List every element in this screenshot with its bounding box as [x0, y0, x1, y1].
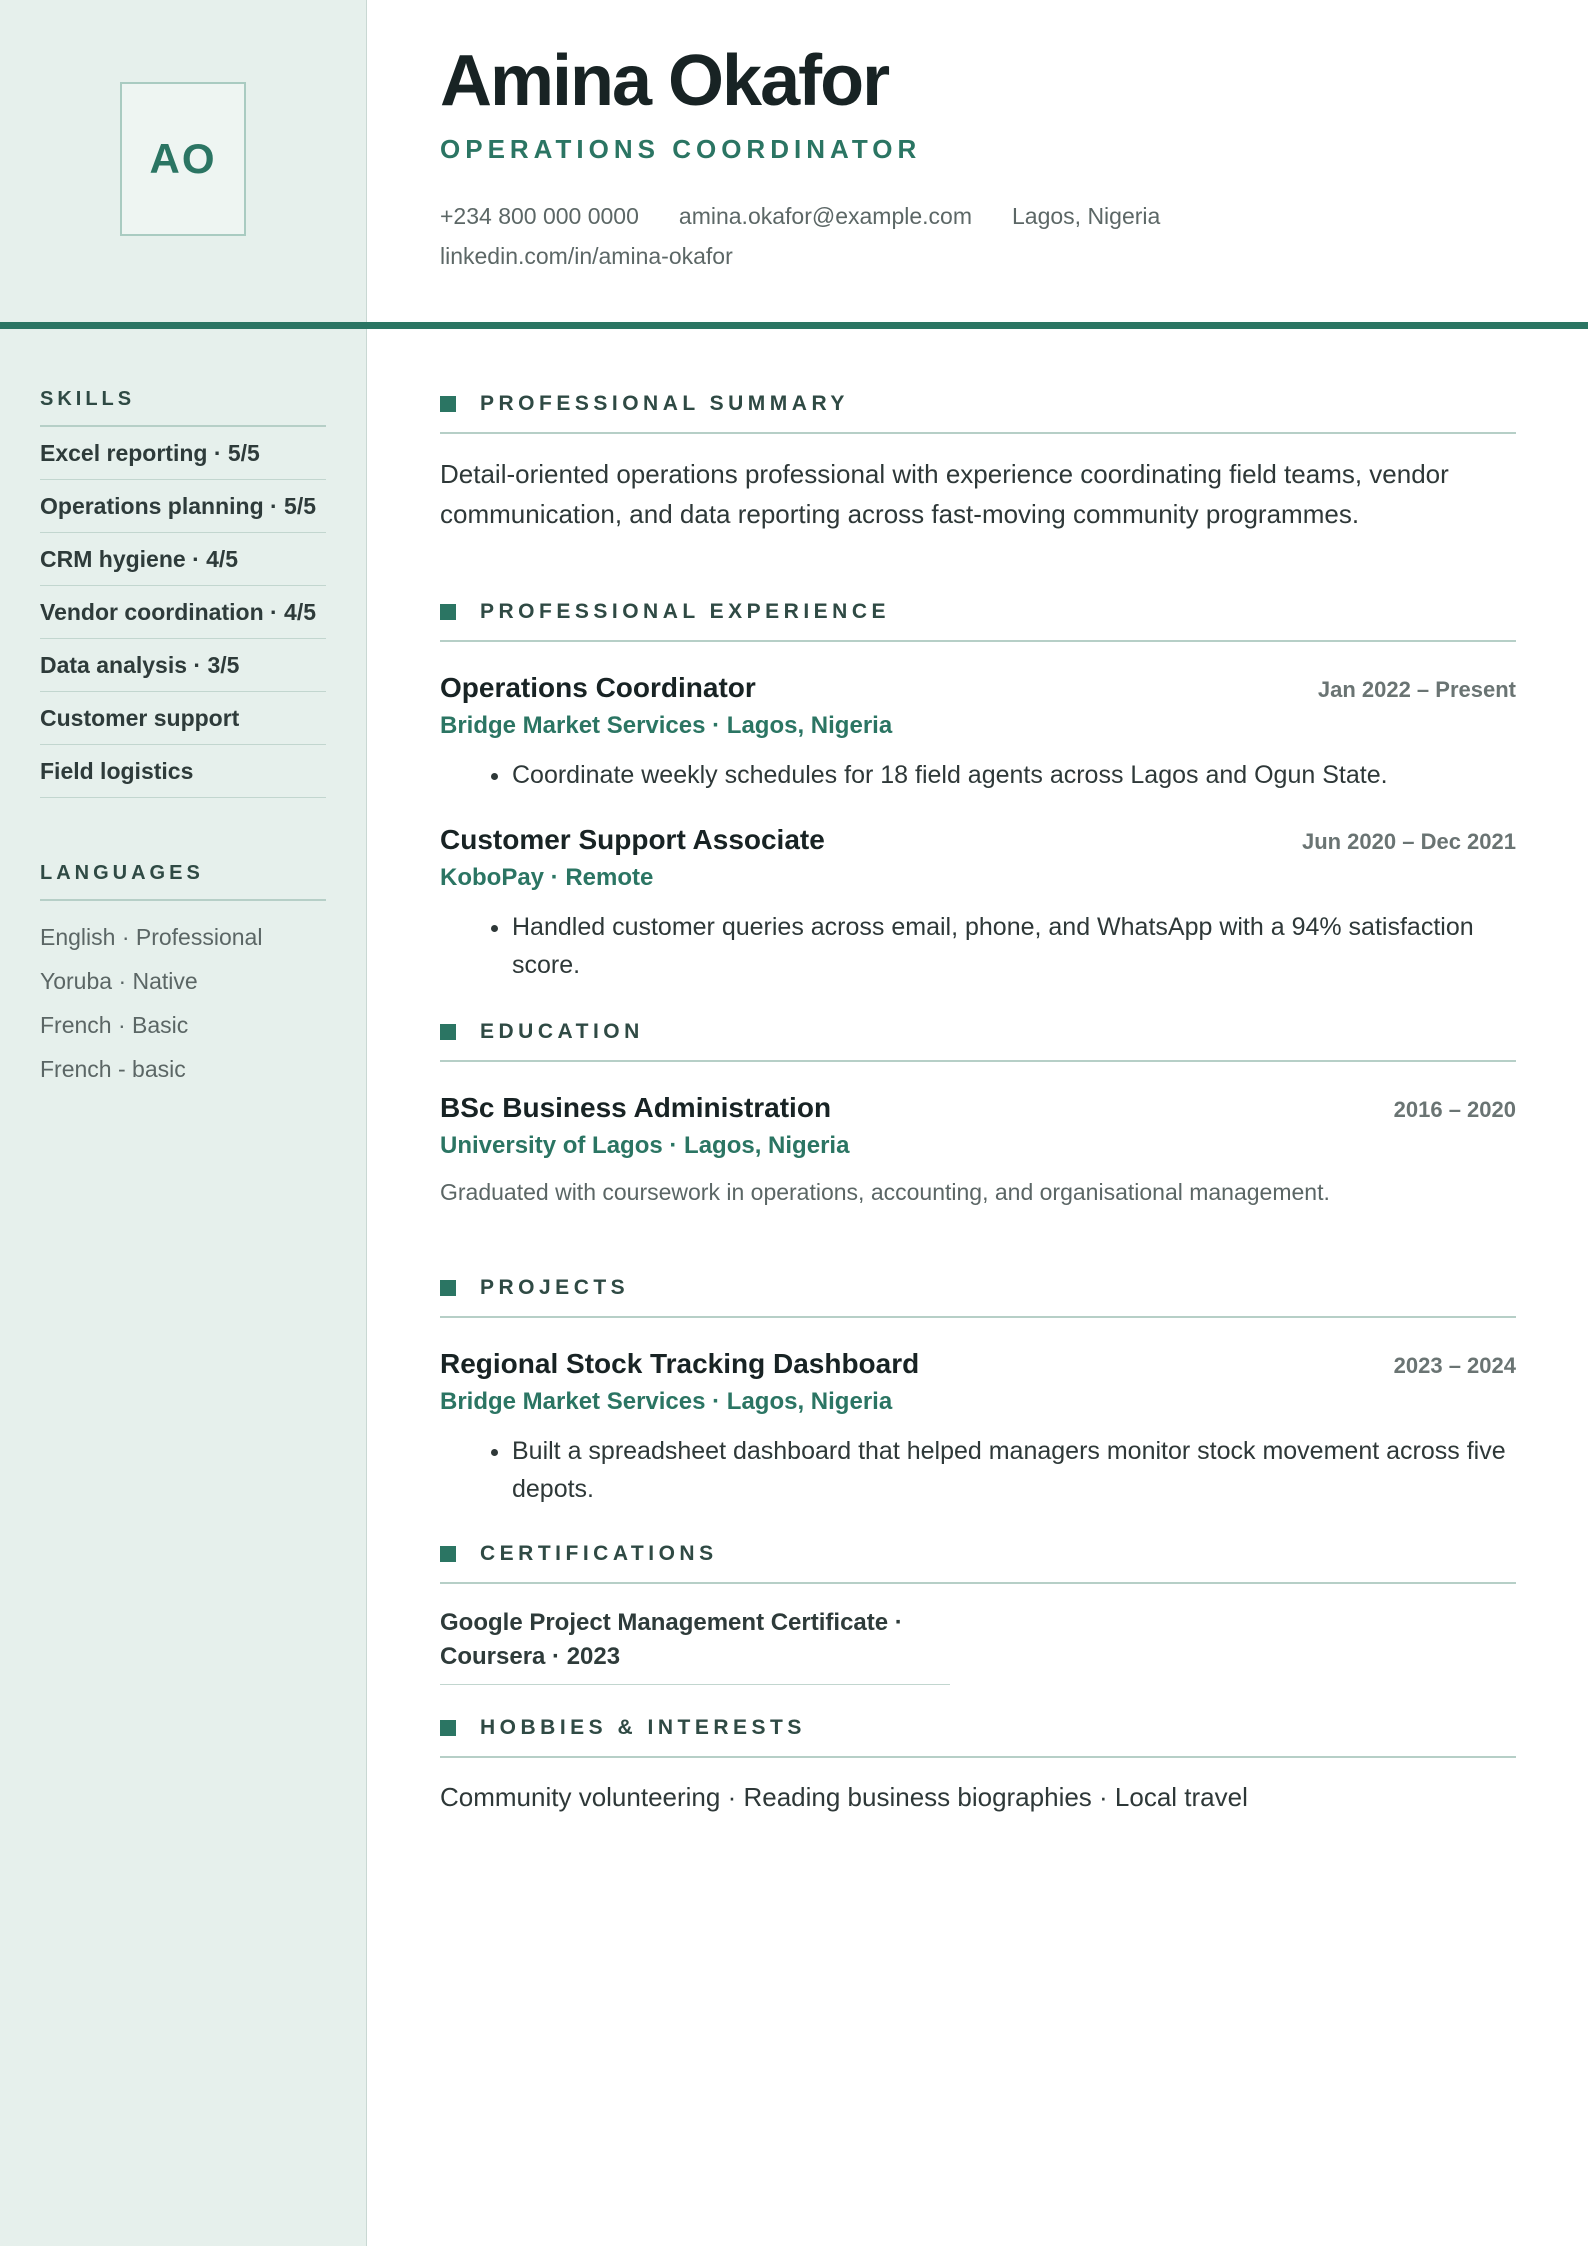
- certifications-section: [440, 1542, 1516, 1685]
- phone-text: +234 800 000 0000: [440, 203, 639, 229]
- skill-item: Vendor coordination · 4/5: [40, 586, 326, 639]
- job-title: OPERATIONS COORDINATOR: [440, 134, 922, 164]
- institution: University of Lagos · Lagos, Nigeria: [440, 1132, 850, 1159]
- email-text: amina.okafor@example.com: [678, 203, 972, 229]
- certification-name: Google Project Management Certificate ·: [440, 1609, 903, 1636]
- summary-heading: [440, 392, 1516, 434]
- organization: Bridge Market Services · Lagos, Nigeria: [440, 1388, 893, 1415]
- organization: KoboPay · Remote: [440, 864, 654, 891]
- section-marker: [440, 604, 456, 620]
- bullet-list: [440, 756, 1516, 794]
- languages-heading: LANGUAGES: [40, 862, 326, 901]
- certification-issuer: Coursera · 2023: [440, 1643, 621, 1670]
- education-description: Graduated with coursework in operations, accounting, and organisational management.: [440, 1179, 1330, 1205]
- projects-section: [440, 1276, 1516, 1508]
- skill-item: Data analysis · 3/5: [40, 639, 326, 692]
- skill-item: Excel reporting · 5/5: [40, 427, 326, 480]
- date-range: 2023 – 2024: [1393, 1353, 1516, 1378]
- section-marker: [440, 1720, 456, 1736]
- skill-item: Customer support: [40, 692, 326, 745]
- header-divider: [0, 322, 1588, 329]
- avatar-initials: AO: [120, 82, 246, 236]
- experience-heading-label: PROFESSIONAL EXPERIENCE: [480, 600, 891, 623]
- education-heading-label: EDUCATION: [480, 1020, 644, 1043]
- skill-item: Field logistics: [40, 745, 326, 798]
- skill-item: Operations planning · 5/5: [40, 480, 326, 533]
- skill-item: CRM hygiene · 4/5: [40, 533, 326, 586]
- experience-section: [440, 600, 1516, 984]
- summary-heading-label: PROFESSIONAL SUMMARY: [480, 392, 849, 415]
- education-heading: [440, 1020, 1516, 1062]
- sidebar: [0, 0, 367, 2246]
- project-entry: [440, 1348, 1516, 1508]
- summary-section: [440, 392, 1516, 534]
- skills-section: [40, 388, 326, 798]
- degree-title: BSc Business Administration: [440, 1092, 832, 1123]
- bullet-item: • Handled customer queries across email, phone, and WhatsApp with a 94% satisfaction score.: [512, 908, 1516, 984]
- experience-entry: [440, 672, 1516, 794]
- bullet-list: [440, 1432, 1516, 1508]
- experience-heading: [440, 600, 1516, 642]
- certifications-heading: [440, 1542, 1516, 1584]
- candidate-name: Amina Okafor: [440, 41, 889, 121]
- bullet-item: • Built a spreadsheet dashboard that helped managers monitor stock movement across five depots.: [512, 1432, 1516, 1508]
- language-item: French - basic: [40, 1056, 186, 1082]
- date-range: Jan 2022 – Present: [1317, 677, 1516, 702]
- section-marker: [440, 396, 456, 412]
- languages-section: [40, 862, 326, 1091]
- bullet-item: • Coordinate weekly schedules for 18 field agents across Lagos and Ogun State.: [512, 756, 1516, 794]
- education-section: [440, 1020, 1516, 1210]
- skills-heading: SKILLS: [40, 388, 326, 427]
- section-marker: [440, 1024, 456, 1040]
- date-range: Jun 2020 – Dec 2021: [1301, 829, 1516, 854]
- contact-info: [440, 200, 1540, 280]
- projects-heading: [440, 1276, 1516, 1318]
- language-item: French · Basic: [40, 1012, 189, 1038]
- education-entry: [440, 1092, 1516, 1210]
- linkedin-text: linkedin.com/in/amina-okafor: [440, 243, 733, 269]
- hobbies-section: [440, 1716, 1516, 1813]
- project-title: Regional Stock Tracking Dashboard: [440, 1348, 920, 1379]
- section-marker: [440, 1280, 456, 1296]
- certification-item: [440, 1606, 950, 1685]
- experience-entry: [440, 824, 1516, 984]
- organization: Bridge Market Services · Lagos, Nigeria: [440, 712, 893, 739]
- summary-text: Detail-oriented operations professional with experience coordinating field teams, vendor communication, and data reporting across fast-moving community programmes.: [440, 459, 1449, 529]
- language-item: English · Professional: [40, 924, 263, 950]
- hobbies-text: Community volunteering · Reading business biographies · Local travel: [440, 1782, 1248, 1812]
- date-range: 2016 – 2020: [1393, 1097, 1516, 1122]
- hobbies-heading: [440, 1716, 1516, 1758]
- language-item: Yoruba · Native: [40, 968, 198, 994]
- location-text: Lagos, Nigeria: [1012, 203, 1161, 229]
- section-marker: [440, 1546, 456, 1562]
- projects-heading-label: PROJECTS: [480, 1276, 630, 1299]
- job-title: Customer Support Associate: [440, 824, 825, 855]
- hobbies-heading-label: HOBBIES & INTERESTS: [480, 1716, 806, 1739]
- bullet-list: [440, 908, 1516, 984]
- certifications-heading-label: CERTIFICATIONS: [480, 1542, 718, 1565]
- job-title: Operations Coordinator: [440, 672, 756, 703]
